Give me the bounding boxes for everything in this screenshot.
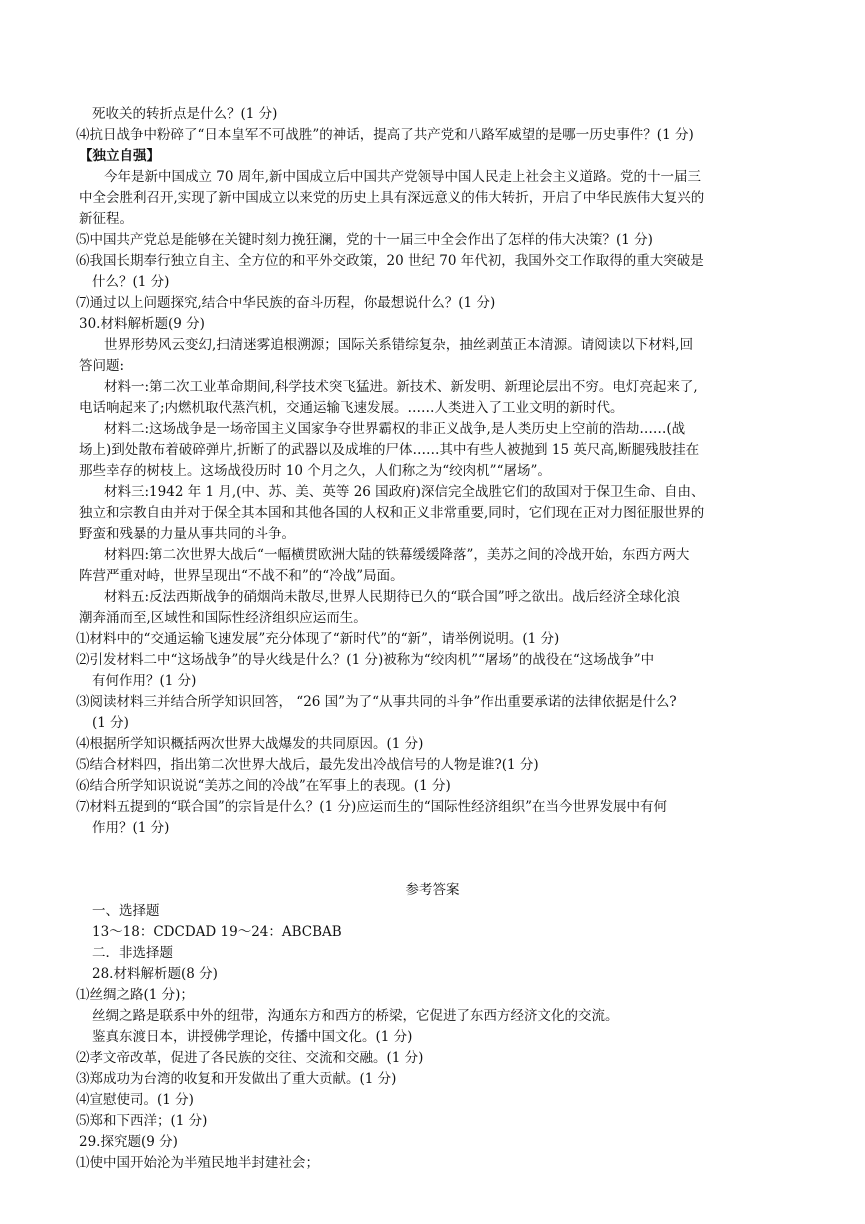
text-line: 独立和宗教自由并对于保全其本国和其他各国的人权和正义非常重要,同时，它们现在正对力图征服世界的: [79, 505, 705, 521]
text-line: 中全会胜利召开,实现了新中国成立以来党的历史上具有深远意义的伟大转折，开启了中华民族伟大复兴的: [79, 190, 705, 206]
material-3: 材料三:1942 年 1 月,(中、苏、美、英等 26 国政府)深信完全战胜它们的敌国对于保卫生命、自由、: [104, 484, 705, 500]
question-5: ⑸中国共产党总是能够在关键时刻力挽狂澜，党的十一届三中全会作出了怎样的伟大决策？(1 分): [76, 232, 653, 248]
question-heading: 30.材料解析题(9 分): [79, 316, 205, 332]
question-2: ⑵引发材料二中“这场战争”的导火线是什么？(1 分)被称为“绞肉机”“屠场”的战役在“这场战争”中: [76, 652, 655, 668]
question-1: ⑴材料中的“交通运输飞速发展”充分体现了“新时代”的“新”，请举例说明。(1 分): [76, 631, 560, 647]
text-line: 那些幸存的树枝上。这场战役历时 10 个月之久，人们称之为“绞肉机”“屠场”。: [79, 463, 551, 479]
question-5b: ⑸结合材料四，指出第二次世界大战后，最先发出冷战信号的人物是谁?(1 分): [76, 757, 539, 773]
question-4: ⑷抗日战争中粉碎了“日本皇军不可战胜”的神话，提高了共产党和八路军威望的是哪一历史事件？(1 分): [76, 127, 694, 143]
text-line: 场上)到处散布着破碎弹片,折断了的武器以及成堆的尸体……其中有些人被抛到 15 英尺高,断腿残肢挂在: [79, 442, 700, 458]
material-1: 材料一:第二次工业革命期间,科学技术突飞猛进。新技术、新发明、新理论层出不穷。电灯亮起来了,: [104, 379, 698, 395]
question-7: ⑺通过以上问题探究,结合中华民族的奋斗历程，你最想说什么？(1 分): [76, 295, 496, 311]
material-2: 材料二:这场战争是一场帝国主义国家争夺世界霸权的非正义战争,是人类历史上空前的浩劫……(战: [104, 421, 686, 437]
answer-line: ⑴使中国开始沦为半殖民地半封建社会；: [76, 1155, 319, 1171]
answer-line: 鉴真东渡日本，讲授佛学理论，传播中国文化。(1 分): [92, 1029, 413, 1045]
text-line: 死收关的转折点是什么？(1 分): [92, 106, 278, 122]
text-line: 有何作用？(1 分): [92, 673, 197, 689]
text-line: 作用？(1 分): [92, 820, 170, 836]
question-3: ⑶阅读材料三并结合所学知识回答， “26 国”为了“从事共同的斗争”作出重要承诺的法律依据是什么?: [76, 694, 677, 710]
text-line: 什么？(1 分): [92, 274, 170, 290]
answers-29: 29.探究题(9 分): [79, 1134, 178, 1150]
answer-line: ⑶郑成功为台湾的收复和开发做出了重大贡献。(1 分): [76, 1071, 397, 1087]
answer-line: ⑵孝文帝改革，促进了各民族的交往、交流和交融。(1 分): [76, 1050, 424, 1066]
question-6b: ⑹结合所学知识说说“美苏之间的冷战”在军事上的表现。(1 分): [76, 778, 451, 794]
answer-line: ⑴丝绸之路(1 分)；: [76, 987, 194, 1003]
text-line: 潮奔涌而至,区域性和国际性经济组织应运而生。: [79, 610, 367, 626]
answers-title: 参考答案: [405, 882, 460, 898]
answers-section-2: 二．非选择题: [92, 945, 173, 961]
material-4: 材料四:第二次世界大战后“一幅横贯欧洲大陆的铁幕缓缓降落”，美苏之间的冷战开始，东西方两大: [104, 547, 690, 563]
answers-28: 28.材料解析题(8 分): [92, 966, 218, 982]
text-line: 新征程。: [79, 211, 133, 227]
text-line: 阵营严重对峙，世界呈现出“不战不和”的“冷战”局面。: [79, 568, 404, 584]
text-line: 今年是新中国成立 70 周年,新中国成立后中国共产党领导中国人民走上社会主义道路。党的十一届三: [104, 169, 702, 185]
answer-line: ⑷宣慰使司。(1 分): [76, 1092, 194, 1108]
section-heading: 【独立自强】: [79, 148, 160, 164]
question-7b: ⑺材料五提到的“联合国”的宗旨是什么？(1 分)应运而生的“国际性经济组织”在当今世界发展中有何: [76, 799, 668, 815]
text-line: 野蛮和残暴的力量从事共同的斗争。: [79, 526, 295, 542]
answer-line: 丝绸之路是联系中外的纽带，沟通东方和西方的桥梁，它促进了东西方经济文化的交流。: [92, 1008, 619, 1024]
text-line: 答问题:: [79, 358, 125, 374]
text-line: 世界形势风云变幻,扫清迷雾追根溯源；国际关系错综复杂，抽丝剥茧正本清源。请阅读以下材料,回: [104, 337, 694, 353]
text-line: 电话响起来了;内燃机取代蒸汽机，交通运输飞速发展。……人类进入了工业文明的新时代。: [79, 400, 624, 416]
answers-choice: 13～18：CDCDAD 19～24：ABCBAB: [92, 924, 342, 940]
question-6: ⑹我国长期奉行独立自主、全方位的和平外交政策，20 世纪 70 年代初，我国外交工作取得的重大突破是: [76, 253, 704, 269]
material-5: 材料五:反法西斯战争的硝烟尚未散尽,世界人民期待已久的“联合国”呼之欲出。战后经济全球化浪: [104, 589, 681, 605]
answers-section-1: 一、选择题: [92, 903, 160, 919]
answer-line: ⑸郑和下西洋；(1 分): [76, 1113, 208, 1129]
question-4b: ⑷根据所学知识概括两次世界大战爆发的共同原因。(1 分): [76, 736, 424, 752]
text-line: (1 分): [92, 715, 129, 731]
